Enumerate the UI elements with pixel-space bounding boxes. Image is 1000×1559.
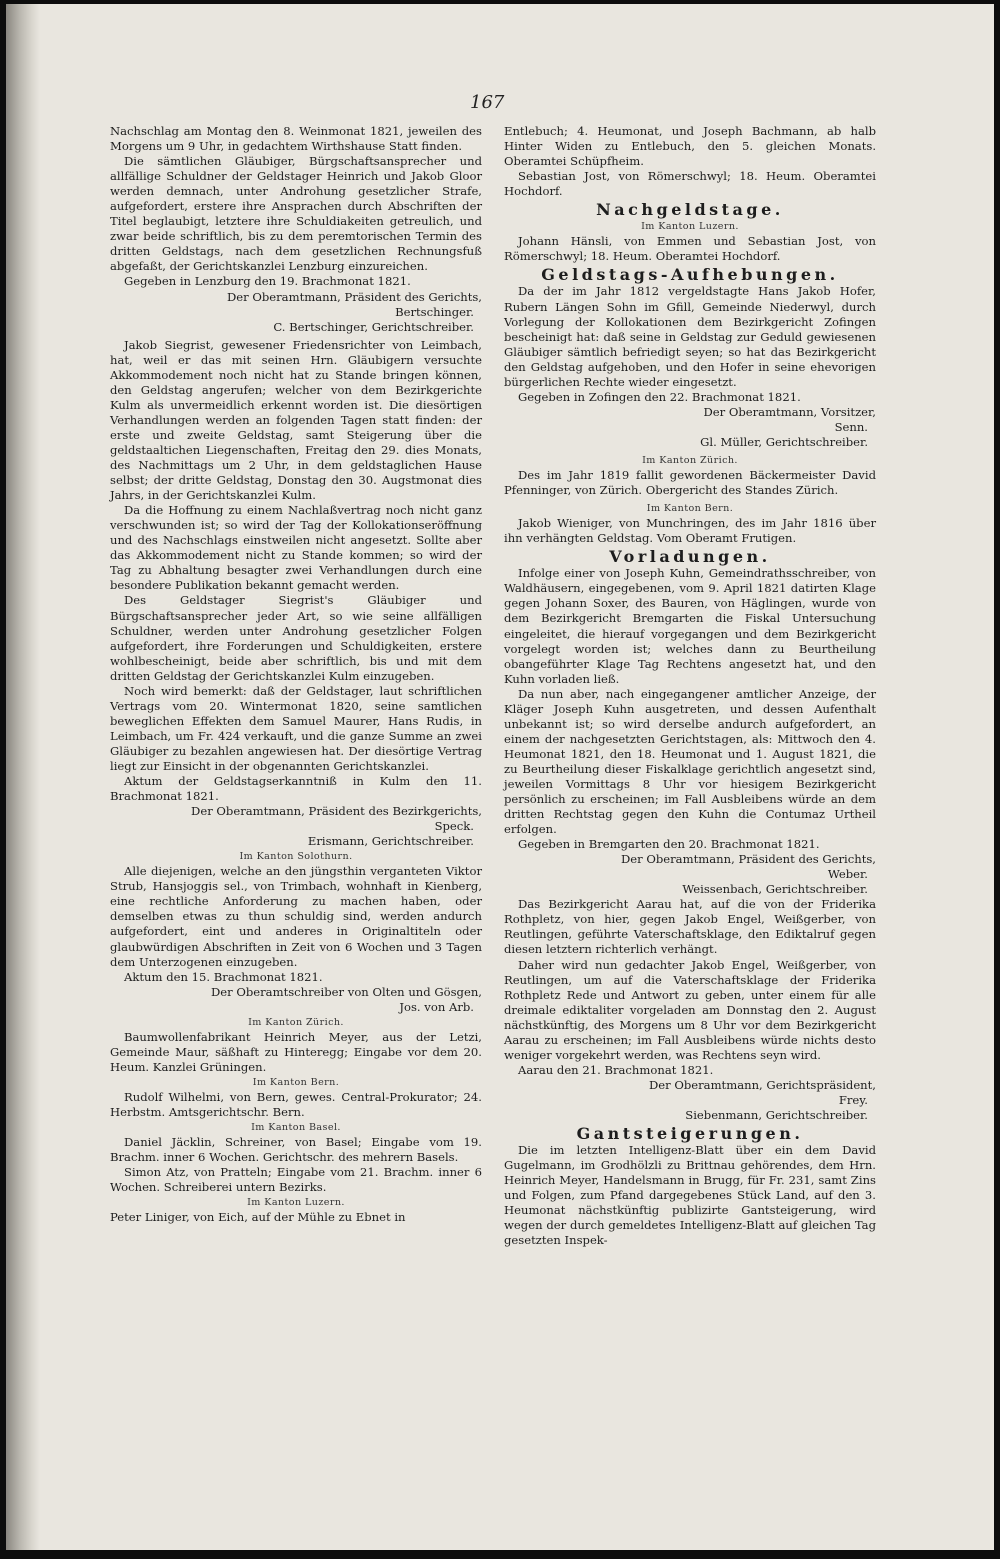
signature-title: Der Oberamtmann, Präsident des Bezirkgerichts,	[191, 804, 482, 819]
date-line: Gegeben in Lenzburg den 19. Brachmonat 1821.	[124, 274, 411, 289]
paragraph: Da nun aber, nach eingegangener amtlicher Anzeige, der Kläger Joseph Kuhn ausgetreten, und dessen Aufenthalt unbekannt ist; so wird derselbe andurch aufgefordert, an einem der nachgesetzten Gerichtstagen, als: Mittwoch den 4. Heumonat 1821, den 18. Heumonat und 1. August 1821, die zu Beurtheilung dieser Fiskalklage gerichtlich angesetzt sind, jeweilen Vormittags 8 Uhr vor hiesigem Bezirkgericht persönlich zu erscheinen; im Fall Ausbleibens würde an dem dritten Rechtstag gegen den Kuhn die Contumaz Urtheil erfolgen.	[504, 686, 876, 837]
canton-heading: Im Kanton Basel.	[251, 1122, 341, 1134]
canton-heading: Im Kanton Luzern.	[247, 1197, 345, 1209]
page-binding-shadow	[6, 4, 40, 1550]
page-number: 167	[470, 92, 505, 113]
paragraph: Das Bezirkgericht Aarau hat, auf die von der Friderika Rothpletz, von hier, gegen Jakob Engel, Weißgerber, von Reutlingen, geführte Vaterschaftsklage, den Ediktalruf gegen diesen letztern richterlich verhängt.	[504, 897, 876, 957]
paragraph: Johann Hänsli, von Emmen und Sebastian Jost, von Römerschwyl; 18. Heum. Oberamtei Hochdorf.	[504, 234, 876, 264]
signature-name: Speck.	[434, 819, 474, 834]
canton-heading: Im Kanton Zürich.	[642, 454, 738, 466]
canton-heading: Im Kanton Solothurn.	[239, 851, 353, 863]
paragraph: Simon Atz, von Pratteln; Eingabe vom 21. Brachm. inner 6 Wochen. Schreiberei untern Bezirks.	[110, 1165, 482, 1195]
newspaper-page	[6, 4, 994, 1550]
paragraph: Daher wird nun gedachter Jakob Engel, Weißgerber, von Reutlingen, um auf die Vaterschaftsklage der Friderika Rothpletz Rede und Antwort zu geben, unter einem für alle dreimale ediktaliter vorgeladen am Donnstag den 2. August nächstkünftig, des Morgens um 8 Uhr vor dem Bezirkgericht Aarau zu erscheinen; im Fall Ausbleibens würde nichts desto weniger vorgekehrt werden, was Rechtens seyn wird.	[504, 957, 876, 1062]
canton-heading: Im Kanton Zürich.	[248, 1016, 344, 1028]
signature-clerk: C. Bertschinger, Gerichtschreiber.	[273, 319, 474, 334]
paragraph: Die sämtlichen Gläubiger, Bürgschaftsansprecher und allfällige Schuldner der Geldstager Heinrich und Jakob Gloor werden demnach, unter Androhung gesetzlicher Strafe, aufgefordert, erstere ihre Ansprachen durch Abschriften der Titel beglaubigt, letztere ihre Schuldiakeiten getreulich, und zwar beide schriftlich, bis zu dem peremtorischen Termin des dritten Geldstags, nach dem gesetzlichen Rechnungsfuß abgefaßt, der Gerichtskanzlei Lenzburg einzureichen.	[110, 154, 482, 274]
signature-name: Weber.	[827, 867, 868, 882]
signature-title: Der Oberamtmann, Vorsitzer,	[703, 404, 876, 419]
paragraph: Des im Jahr 1819 fallit gewordenen Bäckermeister David Pfenninger, von Zürich. Obergericht des Standes Zürich.	[504, 468, 876, 498]
canton-heading: Im Kanton Luzern.	[641, 221, 739, 233]
paragraph: Nachschlag am Montag den 8. Weinmonat 1821, jeweilen des Morgens um 9 Uhr, in gedachtem Wirthshause Statt finden.	[110, 124, 482, 154]
signature-clerk: Weissenbach, Gerichtschreiber.	[682, 882, 868, 897]
date-line: Gegeben in Bremgarten den 20. Brachmonat 1821.	[518, 837, 820, 852]
paragraph: Des Geldstager Siegrist's Gläubiger und Bürgschaftsansprecher jeder Art, so wie seine allfälligen Schuldner, werden unter Androhung gesetzlicher Folgen aufgefordert, ihre Forderungen und Schuldigkeiten, erstere wohlbescheinigt, beide aber schriftlich, bis und mit dem dritten Geldstag der Gerichtskanzlei Kulm einzugeben.	[110, 593, 482, 683]
signature-title: Der Oberamtmann, Präsident des Gerichts,	[226, 289, 482, 304]
signature-title: Der Oberamtschreiber von Olten und Gösgen,	[210, 984, 482, 999]
paragraph: Peter Liniger, von Eich, auf der Mühle zu Ebnet in	[110, 1210, 406, 1225]
paragraph: Da die Hoffnung zu einem Nachlaßvertrag noch nicht ganz verschwunden ist; so wird der Tag der Kollokationseröffnung und des Nachschlags einstweilen nicht angesetzt. Sollte aber das Akkommodement nicht zu Stande kommen; so wird der Tag zu Abhaltung besagter zwei Verhandlungen durch eine besondere Publikation bekannt gemacht werden.	[110, 503, 482, 593]
signature-name: Frey.	[838, 1092, 868, 1107]
paragraph: Sebastian Jost, von Römerschwyl; 18. Heum. Oberamtei Hochdorf.	[504, 169, 876, 199]
paragraph: Jakob Siegrist, gewesener Friedensrichter von Leimbach, hat, weil er das mit seinen Hrn. Gläubigern versuchte Akkommodement noch nicht hat zu Stande bringen können, den Geldstag angerufen; welcher von dem Bezirkgerichte Kulm als unvermeidlich erkennt worden ist. Die diesörtigen Verhandlungen werden an folgenden Tagen statt finden: der erste und zweite Geldstag, samt Steigerung über die geldstaaltichen Liegenschaften, Freitag den 29. dies Monats, des Nachmittags um 2 Uhr, in dem geldstaglichen Hause selbst; der dritte Geldstag, Donstag den 30. Augstmonat dies Jahrs, in der Gerichtskanzlei Kulm.	[110, 337, 482, 503]
left-column	[110, 124, 482, 1225]
signature-title: Der Oberamtmann, Präsident des Gerichts,	[620, 852, 876, 867]
paragraph: Jakob Wieniger, von Munchringen, des im Jahr 1816 über ihn verhängten Geldstag. Vom Oberamt Frutigen.	[504, 516, 876, 546]
date-line: Aarau den 21. Brachmonat 1821.	[518, 1062, 714, 1077]
date-line: Gegeben in Zofingen den 22. Brachmonat 1821.	[518, 389, 801, 404]
paragraph: Infolge einer von Joseph Kuhn, Gemeindrathsschreiber, von Waldhäusern, eingegebenen, vom 9. April 1821 datirten Klage gegen Johann Soxer, des Bauren, von Häglingen, wurde von dem Bezirkgericht Bremgarten die Fiskal Untersuchung eingeleitet, die hierauf vorgegangen und dem Bezirkgericht vorgelegt worden ist; welches dann zu Beurtheilung obangeführter Klage Tag Rechtens angesetzt hat, und den Kuhn vorladen ließ.	[504, 566, 876, 686]
canton-heading: Im Kanton Bern.	[252, 1076, 340, 1088]
signature-name: Senn.	[834, 419, 868, 434]
paragraph: Alle diejenigen, welche an den jüngsthin verganteten Viktor Strub, Hansjoggis sel., von Trimbach, wohnhaft in Kienberg, eine rechtliche Anforderung zu machen haben, oder demselben etwas zu thun schuldig sind, werden andurch aufgefordert, eint und anderes in Originaltiteln oder glaubwürdigen Abschriften in Zeit von 6 Wochen und 3 Tagen dem Unterzogenen einzugeben.	[110, 864, 482, 969]
paragraph: Die im letzten Intelligenz-Blatt über ein dem David Gugelmann, im Grodhölzli zu Brittnau gehörendes, dem Hrn. Heinrich Meyer, Handelsmann in Brugg, für Fr. 231, samt Zins und Folgen, zum Pfand dargegebenes Stück Land, auf den 3. Heumonat nächstkünftig publizirte Gantsteigerung, wird wegen der durch gemeldetes Intelligenz-Blatt auf gleichen Tag gesetzten Inspek-	[504, 1143, 876, 1248]
section-heading: Geldstags-Aufhebungen.	[541, 265, 839, 285]
section-heading: Gantsteigerungen.	[576, 1124, 804, 1144]
signature-name: Jos. von Arb.	[399, 999, 474, 1014]
signature-clerk: Erismann, Gerichtschreiber.	[307, 834, 474, 849]
date-line: Aktum den 15. Brachmonat 1821.	[124, 969, 323, 984]
date-line: Aktum der Geldstagserkanntniß in Kulm den 11. Brachmonat 1821.	[110, 774, 482, 804]
paragraph: Baumwollenfabrikant Heinrich Meyer, aus der Letzi, Gemeinde Maur, säßhaft zu Hinteregg; Eingabe vor dem 20. Heum. Kanzlei Grüningen.	[110, 1029, 482, 1074]
signature-name: Bertschinger.	[395, 304, 474, 319]
paragraph: Noch wird bemerkt: daß der Geldstager, laut schriftlichen Vertrags vom 20. Wintermonat 1820, seine samtlichen beweglichen Effekten dem Samuel Maurer, Hans Rudis, in Leimbach, um Fr. 424 verkauft, und die ganze Summe an zwei Gläubiger zu bezahlen angewiesen hat. Der diesörtige Vertrag liegt zur Einsicht in der obgenannten Gerichtskanzlei.	[110, 683, 482, 773]
right-column	[504, 124, 876, 1248]
paragraph: Rudolf Wilhelmi, von Bern, gewes. Central-Prokurator; 24. Herbstm. Amtsgerichtschr. Bern.	[110, 1090, 482, 1120]
signature-clerk: Gl. Müller, Gerichtschreiber.	[700, 434, 868, 449]
signature-title: Der Oberamtmann, Gerichtspräsident,	[648, 1077, 876, 1092]
signature-clerk: Siebenmann, Gerichtschreiber.	[685, 1108, 868, 1122]
paragraph: Daniel Jäcklin, Schreiner, von Basel; Eingabe vom 19. Brachm. inner 6 Wochen. Gerichtschr. des mehrern Basels.	[110, 1135, 482, 1165]
paragraph: Entlebuch; 4. Heumonat, und Joseph Bachmann, ab halb Hinter Widen zu Entlebuch, den 5. gleichen Monats. Oberamtei Schüpfheim.	[504, 124, 876, 169]
section-heading: Vorladungen.	[609, 547, 771, 567]
section-heading: Nachgeldstage.	[596, 200, 784, 220]
paragraph: Da der im Jahr 1812 vergeldstagte Hans Jakob Hofer, Rubern Längen Sohn im Gfill, Gemeinde Niederwyl, durch Vorlegung der Kollokationen dem Bezirkgericht Zofingen bescheinigt hat: daß seine in Geldstag zur Geduld gewiesenen Gläubiger sämtlich befriedigt seyen; so hat das Bezirkgericht den Geldstag aufgehoben, und den Hofer in seine ehevorigen bürgerlichen Rechte wieder eingesetzt.	[504, 284, 876, 389]
canton-heading: Im Kanton Bern.	[646, 503, 734, 515]
